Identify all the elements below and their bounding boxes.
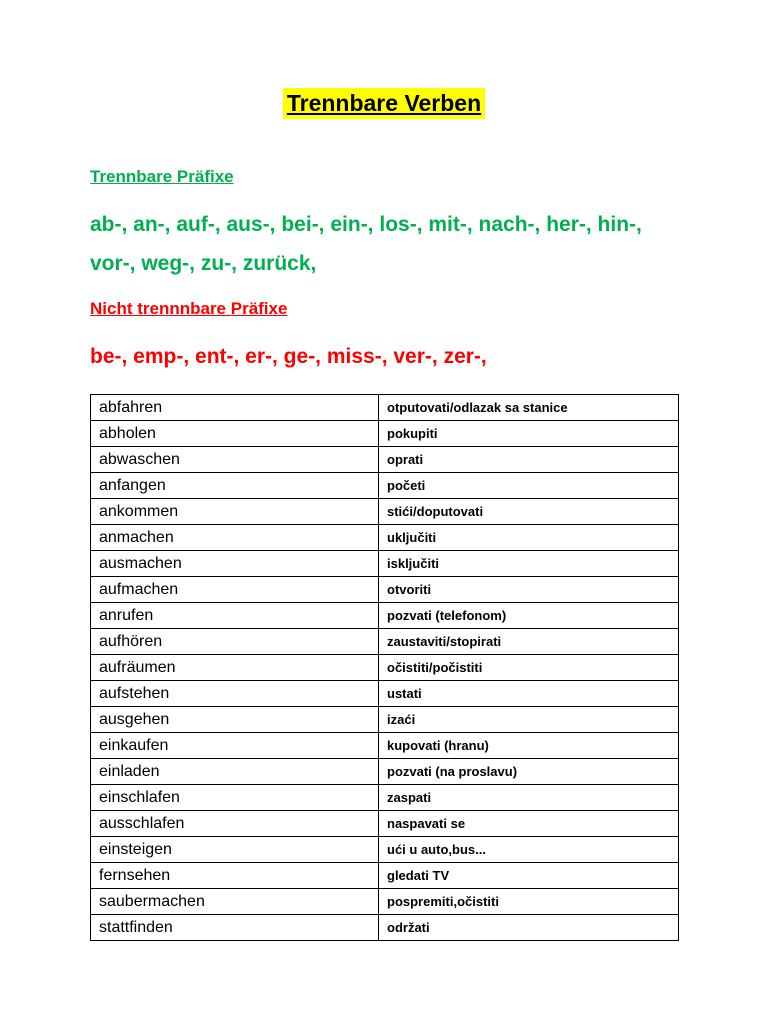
translation-cell: izaći [379, 707, 679, 733]
verb-cell: abholen [91, 421, 379, 447]
page-title: Trennbare Verben [283, 88, 485, 119]
verb-cell: einkaufen [91, 733, 379, 759]
table-row [91, 551, 679, 577]
table-row [91, 811, 679, 837]
translation-cell: početi [379, 473, 679, 499]
verb-cell: aufräumen [91, 655, 379, 681]
table-row [91, 915, 679, 941]
verb-cell: einsteigen [91, 837, 379, 863]
table-row [91, 863, 679, 889]
table-row [91, 603, 679, 629]
table-row [91, 837, 679, 863]
verb-cell: ankommen [91, 499, 379, 525]
translation-cell: održati [379, 915, 679, 941]
verb-cell: aufmachen [91, 577, 379, 603]
table-row [91, 447, 679, 473]
verb-cell: ausschlafen [91, 811, 379, 837]
translation-cell: gledati TV [379, 863, 679, 889]
table-row [91, 889, 679, 915]
verb-cell: abfahren [91, 395, 379, 421]
verb-cell: ausgehen [91, 707, 379, 733]
table-row [91, 733, 679, 759]
verb-cell: einladen [91, 759, 379, 785]
verb-cell: ausmachen [91, 551, 379, 577]
table-row [91, 655, 679, 681]
verb-table-body [91, 395, 679, 941]
table-row [91, 785, 679, 811]
translation-cell: pozvati (na proslavu) [379, 759, 679, 785]
separable-prefixes-text: ab-, an-, auf-, aus-, bei-, ein-, los-, mit-, nach-, her-, hin-, vor-, weg-, zu-, zurück, [90, 213, 642, 275]
verb-cell: aufhören [91, 629, 379, 655]
translation-cell: otvoriti [379, 577, 679, 603]
verb-cell: stattfinden [91, 915, 379, 941]
table-row [91, 473, 679, 499]
translation-cell: zaustaviti/stopirati [379, 629, 679, 655]
separable-prefixes-heading: Trennbare Präfixe [90, 167, 234, 186]
translation-cell: ući u auto,bus... [379, 837, 679, 863]
verb-cell: aufstehen [91, 681, 379, 707]
title-row [90, 88, 678, 119]
translation-cell: otputovati/odlazak sa stanice [379, 395, 679, 421]
verb-cell: saubermachen [91, 889, 379, 915]
table-row [91, 577, 679, 603]
translation-cell: pospremiti,očistiti [379, 889, 679, 915]
translation-cell: ustati [379, 681, 679, 707]
translation-cell: zaspati [379, 785, 679, 811]
inseparable-prefixes-text: be-, emp-, ent-, er-, ge-, miss-, ver-, zer-, [90, 345, 487, 368]
inseparable-prefixes-heading: Nicht trennnbare Präfixe [90, 299, 288, 318]
verb-cell: anrufen [91, 603, 379, 629]
table-row [91, 681, 679, 707]
verb-cell: anfangen [91, 473, 379, 499]
translation-cell: oprati [379, 447, 679, 473]
table-row [91, 499, 679, 525]
verb-cell: abwaschen [91, 447, 379, 473]
table-row [91, 629, 679, 655]
translation-cell: očistiti/počistiti [379, 655, 679, 681]
verb-cell: einschlafen [91, 785, 379, 811]
translation-cell: uključiti [379, 525, 679, 551]
table-row [91, 707, 679, 733]
translation-cell: pozvati (telefonom) [379, 603, 679, 629]
verb-cell: fernsehen [91, 863, 379, 889]
verb-cell: anmachen [91, 525, 379, 551]
table-row [91, 525, 679, 551]
translation-cell: pokupiti [379, 421, 679, 447]
verb-table [90, 394, 679, 941]
translation-cell: stići/doputovati [379, 499, 679, 525]
translation-cell: naspavati se [379, 811, 679, 837]
table-row [91, 421, 679, 447]
translation-cell: kupovati (hranu) [379, 733, 679, 759]
translation-cell: isključiti [379, 551, 679, 577]
table-row [91, 759, 679, 785]
table-row [91, 395, 679, 421]
